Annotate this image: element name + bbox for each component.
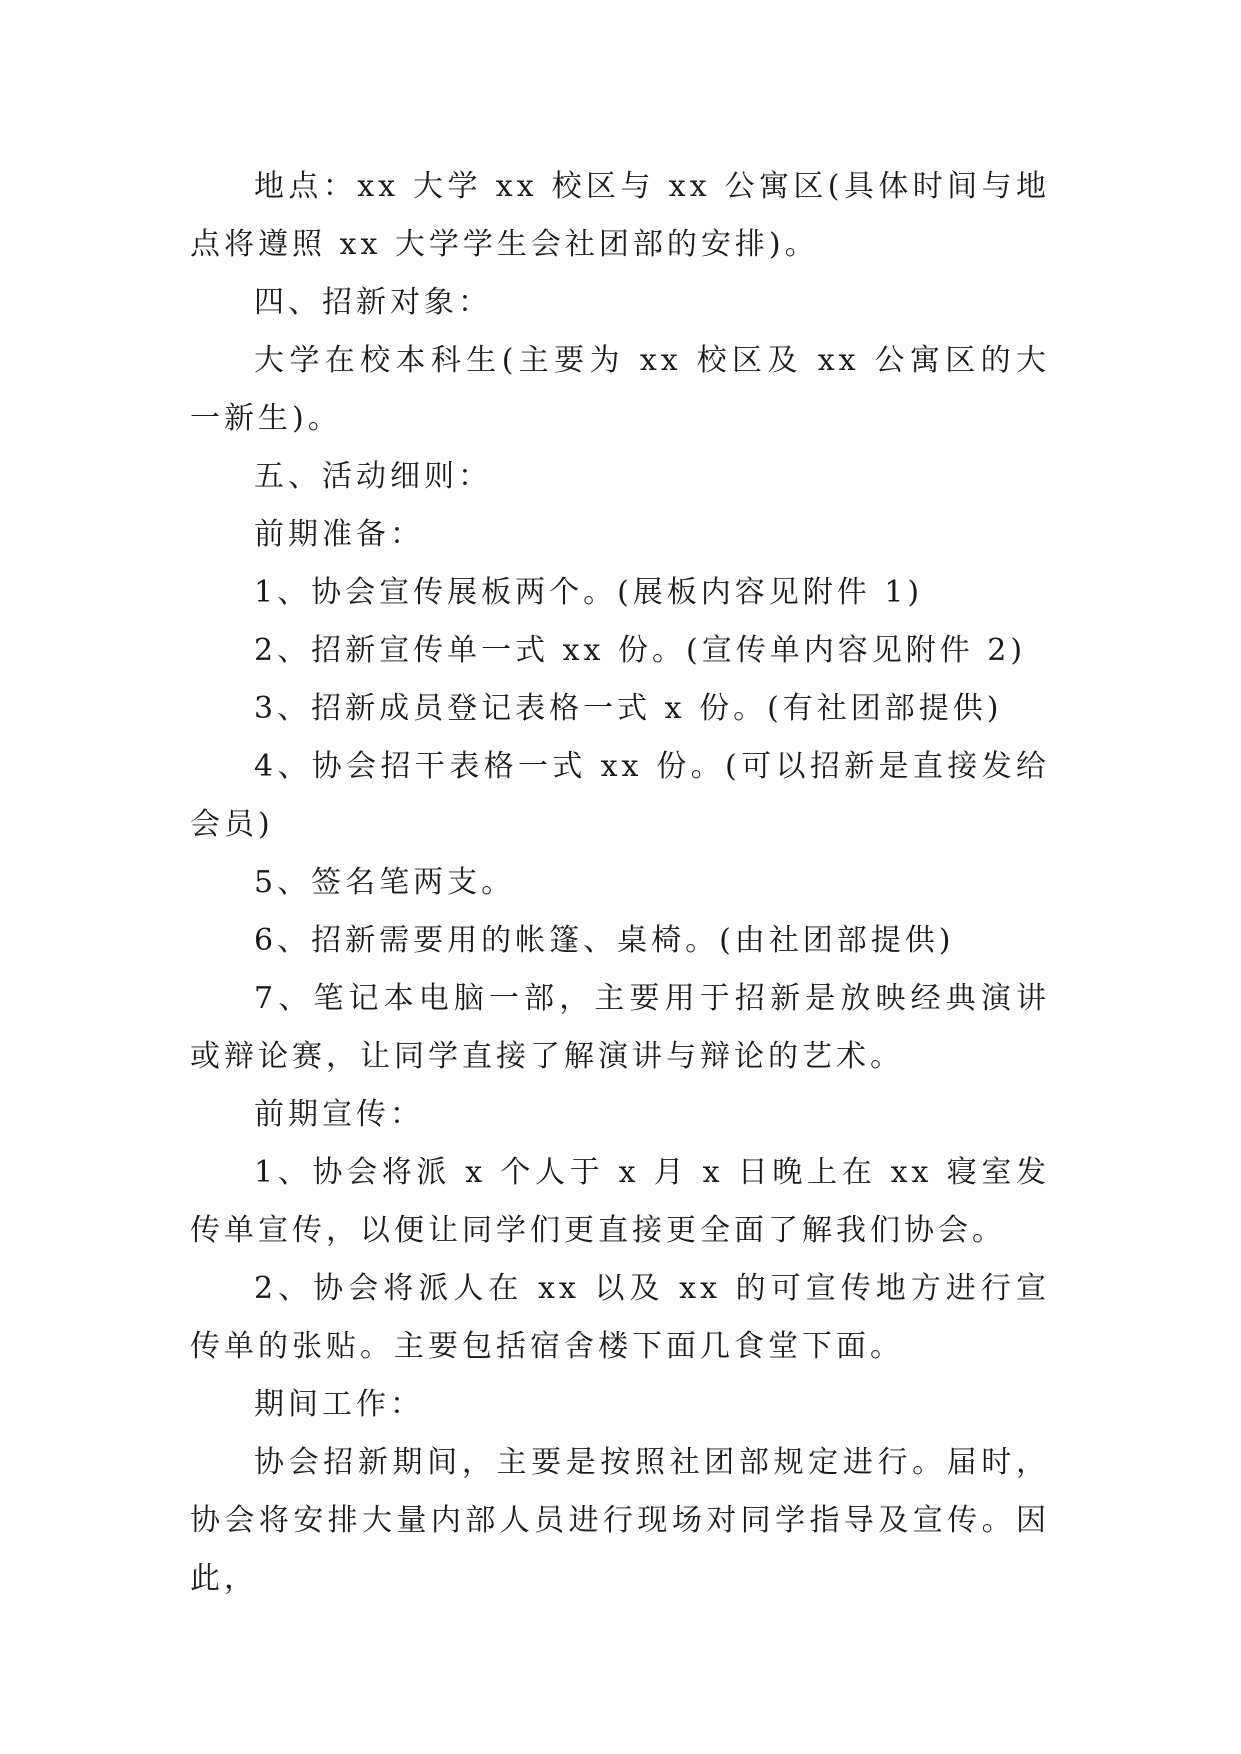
list-item-prep-3: 3、招新成员登记表格一式 x 份。(有社团部提供) — [254, 691, 1003, 726]
heading-activity-details: 五、活动细则： — [254, 459, 492, 494]
list-item-prep-5: 5、签名笔两支。 — [254, 865, 516, 900]
list-item-prep-2: 2、招新宣传单一式 xx 份。(宣传单内容见附件 2) — [254, 633, 1027, 668]
list-item-prep-6: 6、招新需要用的帐篷、桌椅。(由社团部提供) — [254, 923, 955, 958]
list-item-promo-2: 2、协会将派人在 xx 以及 xx 的可宣传地方进行宣传单的张贴。主要包括宿舍楼下面几食堂下面。 — [190, 1271, 1050, 1364]
paragraph-during-work: 协会招新期间，主要是按照社团部规定进行。届时，协会将安排大量内部人员进行现场对同学指导及宣传。因此， — [190, 1445, 1050, 1596]
subheading-preparation: 前期准备： — [254, 517, 424, 552]
list-item-prep-1: 1、协会宣传展板两个。(展板内容见附件 1) — [254, 575, 924, 610]
list-item-prep-4: 4、协会招干表格一式 xx 份。(可以招新是直接发给会员) — [190, 749, 1050, 842]
subheading-during-work: 期间工作： — [254, 1387, 424, 1422]
heading-recruit-target: 四、招新对象： — [254, 285, 492, 320]
document-body — [190, 158, 1050, 1608]
list-item-promo-1: 1、协会将派 x 个人于 x 月 x 日晚上在 xx 寝室发传单宣传，以便让同学们更直接更全面了解我们协会。 — [190, 1155, 1050, 1248]
paragraph-recruit-target: 大学在校本科生(主要为 xx 校区及 xx 公寓区的大一新生)。 — [190, 343, 1050, 436]
list-item-prep-7: 7、笔记本电脑一部，主要用于招新是放映经典演讲或辩论赛，让同学直接了解演讲与辩论的艺术。 — [190, 981, 1050, 1074]
paragraph-location: 地点：xx 大学 xx 校区与 xx 公寓区(具体时间与地点将遵照 xx 大学学生会社团部的安排)。 — [190, 169, 1050, 262]
subheading-promotion: 前期宣传： — [254, 1097, 424, 1132]
